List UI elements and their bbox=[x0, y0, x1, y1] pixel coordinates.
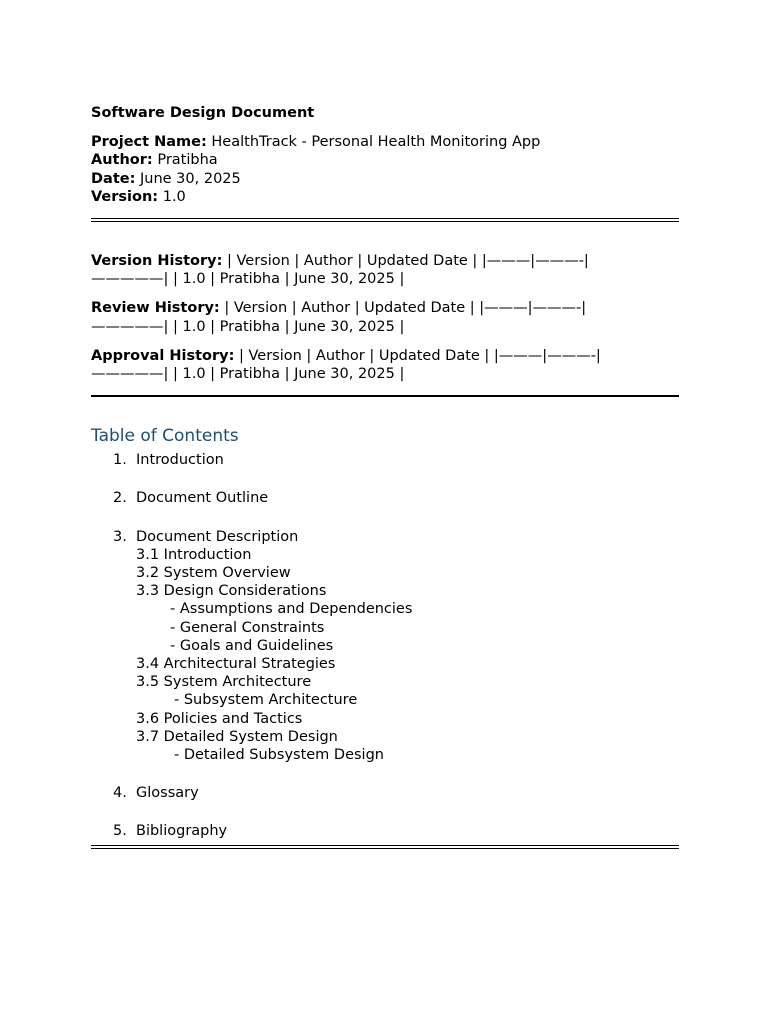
history-text: | Version | Author | Updated Date | |———|———-| bbox=[234, 347, 601, 364]
divider-single bbox=[91, 395, 679, 397]
history-label: Review History: bbox=[91, 300, 220, 317]
toc-label: Bibliography bbox=[136, 823, 228, 840]
meta-date bbox=[91, 170, 679, 188]
toc-label: Glossary bbox=[136, 785, 199, 802]
meta-label: Date: bbox=[91, 170, 136, 187]
toc-list bbox=[91, 451, 679, 840]
document-metadata bbox=[91, 133, 679, 206]
history-text: | Version | Author | Updated Date | |———|———-| bbox=[219, 300, 587, 317]
toc-subsubitem: - Detailed Subsystem Design bbox=[174, 747, 384, 764]
history-text-cont: —————| | 1.0 | Pratibha | June 30, 2025 | bbox=[91, 366, 405, 383]
meta-value: June 30, 2025 bbox=[135, 170, 241, 187]
history-label: Approval History: bbox=[91, 347, 235, 364]
approval-history bbox=[91, 347, 679, 383]
toc-number: 4. bbox=[113, 785, 127, 802]
toc-subitem: 3.6 Policies and Tactics bbox=[136, 710, 303, 727]
meta-label: Project Name: bbox=[91, 134, 207, 151]
divider-double bbox=[91, 218, 679, 222]
meta-project-name bbox=[91, 133, 679, 151]
meta-version bbox=[91, 188, 679, 206]
toc-item bbox=[91, 451, 679, 469]
toc-heading: Table of Contents bbox=[91, 426, 239, 447]
divider-double-bottom bbox=[91, 845, 679, 849]
version-history bbox=[91, 252, 679, 288]
history-text-cont: —————| | 1.0 | Pratibha | June 30, 2025 | bbox=[91, 271, 405, 288]
toc-subitem: 3.1 Introduction bbox=[136, 546, 252, 563]
toc-number: 2. bbox=[113, 490, 127, 507]
toc-number: 5. bbox=[113, 823, 127, 840]
toc-subitem: 3.7 Detailed System Design bbox=[136, 728, 338, 745]
toc-label: Introduction bbox=[136, 452, 224, 469]
toc-subitem: 3.4 Architectural Strategies bbox=[136, 656, 336, 673]
toc-subsubitem: - Assumptions and Dependencies bbox=[170, 601, 413, 618]
toc-label: Document Outline bbox=[136, 490, 269, 507]
toc-subitem: 3.2 System Overview bbox=[136, 565, 291, 582]
toc-number: 1. bbox=[113, 452, 127, 469]
toc-item bbox=[91, 528, 679, 765]
toc-subsubitem: - Goals and Guidelines bbox=[170, 637, 334, 654]
meta-author bbox=[91, 151, 679, 169]
review-history bbox=[91, 299, 679, 335]
toc-subsubitem: - General Constraints bbox=[170, 619, 325, 636]
toc-subsubitem: - Subsystem Architecture bbox=[174, 692, 358, 709]
toc-label: Document Description bbox=[136, 528, 299, 545]
toc-subitem: 3.3 Design Considerations bbox=[136, 583, 327, 600]
meta-label: Author: bbox=[91, 152, 153, 169]
toc-item bbox=[91, 489, 679, 507]
toc-number: 3. bbox=[113, 528, 127, 545]
toc-item bbox=[91, 822, 679, 840]
meta-value: HealthTrack - Personal Health Monitoring App bbox=[206, 134, 541, 151]
history-label: Version History: bbox=[91, 253, 223, 270]
meta-label: Version: bbox=[91, 188, 159, 205]
meta-value: Pratibha bbox=[152, 152, 218, 169]
history-text-cont: —————| | 1.0 | Pratibha | June 30, 2025 | bbox=[91, 318, 405, 335]
meta-value: 1.0 bbox=[158, 188, 186, 205]
toc-subitem: 3.5 System Architecture bbox=[136, 674, 312, 691]
document-title: Software Design Document bbox=[91, 105, 315, 121]
history-text: | Version | Author | Updated Date | |———|———-| bbox=[222, 253, 589, 270]
toc-item bbox=[91, 784, 679, 802]
document-content bbox=[91, 104, 679, 849]
